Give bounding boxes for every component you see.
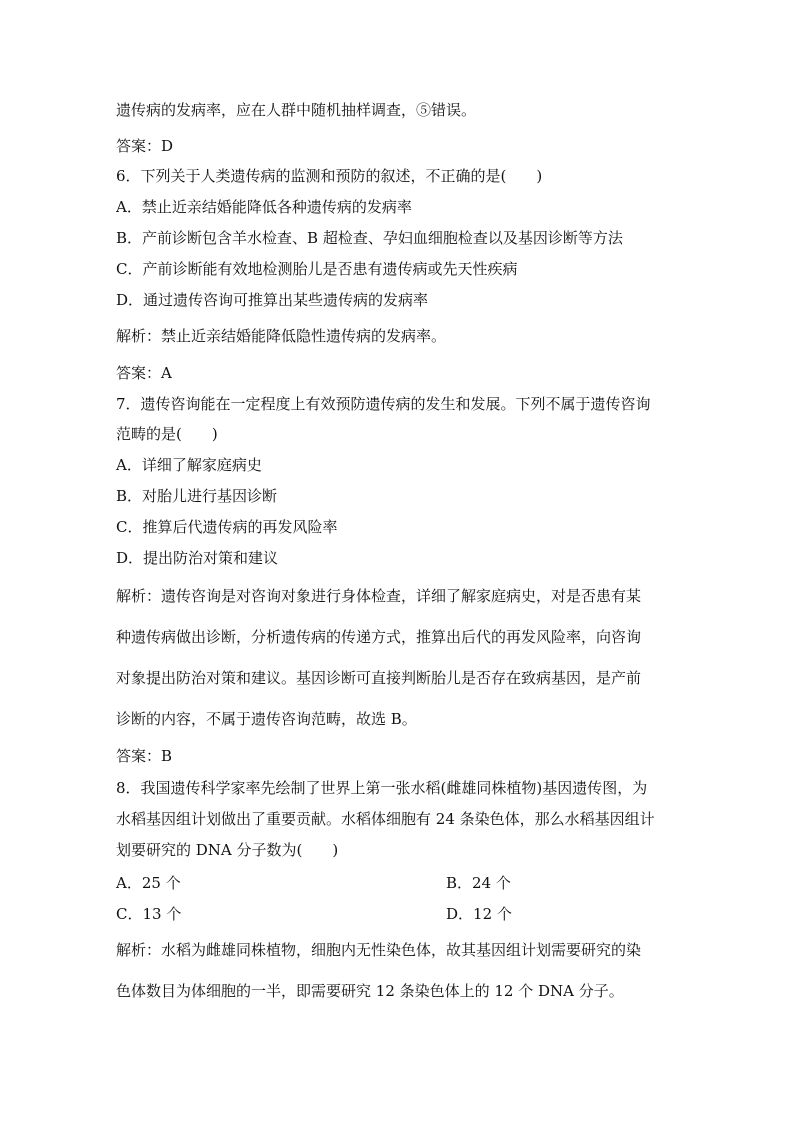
q6-option-b: B．产前诊断包含羊水检查、B 超检查、孕妇血细胞检查以及基因诊断等方法 [116, 229, 623, 247]
q7-stem-line-1: 7．遗传咨询能在一定程度上有效预防遗传病的发生和发展。下列不属于遗传咨询 [116, 395, 651, 413]
q6-stem: 6．下列关于人类遗传病的监测和预防的叙述，不正确的是( ) [116, 167, 543, 185]
q8-option-d: D．12 个 [446, 905, 512, 923]
q6-option-c: C．产前诊断能有效地检测胎儿是否患有遗传病或先天性疾病 [116, 260, 518, 278]
q7-option-d: D．提出防治对策和建议 [116, 549, 279, 567]
q6-option-d: D．通过遗传咨询可推算出某些遗传病的发病率 [116, 291, 429, 309]
q7-analysis-line-2: 种遗传病做出诊断，分析遗传病的传递方式，推算出后代的再发风险率，向咨询 [116, 628, 642, 646]
q7-option-a: A．详细了解家庭病史 [116, 456, 262, 474]
q6-answer: 答案：A [116, 364, 172, 382]
q7-analysis-line-1: 解析：遗传咨询是对咨询对象进行身体检查，详细了解家庭病史，对是否患有某 [116, 587, 642, 605]
q7-analysis-line-3: 对象提出防治对策和建议。基因诊断可直接判断胎儿是否存在致病基因，是产前 [116, 669, 642, 687]
q8-analysis-line-2: 色体数目为体细胞的一半，即需要研究 12 条染色体上的 12 个 DNA 分子。 [116, 982, 624, 1000]
q6-analysis: 解析：禁止近亲结婚能降低隐性遗传病的发病率。 [116, 327, 447, 345]
q8-option-c: C．13 个 [116, 905, 182, 923]
q8-stem-line-2: 水稻基因组计划做出了重要贡献。水稻体细胞有 24 条染色体，那么水稻基因组计 [116, 810, 655, 828]
prev-answer: 答案：D [116, 137, 174, 155]
q8-option-a: A．25 个 [116, 874, 181, 892]
prev-analysis-end: 遗传病的发病率，应在人群中随机抽样调查，⑤错误。 [116, 101, 477, 119]
q7-analysis-line-4: 诊断的内容，不属于遗传咨询范畴，故选 B。 [116, 710, 417, 728]
q8-analysis-line-1: 解析：水稻为雌雄同株植物，细胞内无性染色体，故其基因组计划需要研究的染 [116, 941, 642, 959]
q7-stem-line-2: 范畴的是( ) [116, 425, 218, 443]
q6-option-a: A．禁止近亲结婚能降低各种遗传病的发病率 [116, 198, 412, 216]
q7-option-b: B．对胎儿进行基因诊断 [116, 487, 278, 505]
q8-stem-line-3: 划要研究的 DNA 分子数为( ) [116, 841, 339, 859]
q7-answer: 答案：B [116, 747, 173, 765]
q8-option-b: B．24 个 [446, 874, 511, 892]
q8-stem-line-1: 8．我国遗传科学家率先绘制了世界上第一张水稻(雌雄同株植物)基因遗传图，为 [116, 779, 648, 797]
q7-option-c: C．推算后代遗传病的再发风险率 [116, 518, 338, 536]
